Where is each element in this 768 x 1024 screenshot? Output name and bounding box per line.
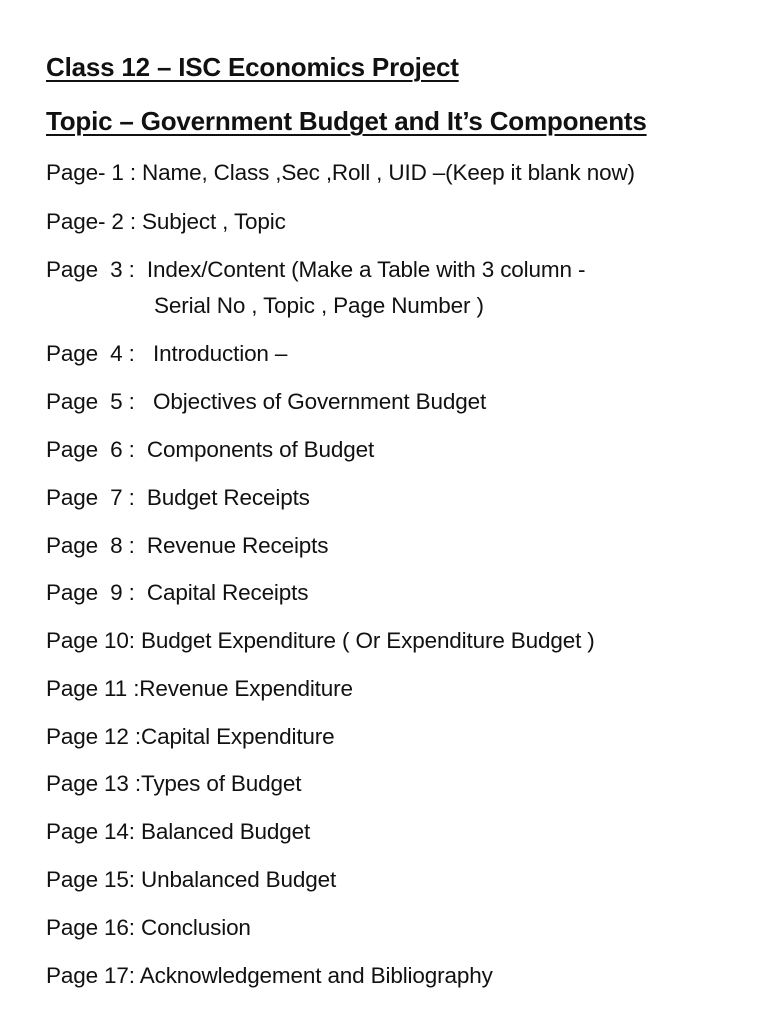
line-page-12: Page 12 :Capital Expenditure [46, 724, 335, 749]
line-page-1: Page- 1 : Name, Class ,Sec ,Roll , UID –(Keep it blank now) [46, 160, 635, 185]
line-page-16: Page 16: Conclusion [46, 915, 251, 940]
document-topic: Topic – Government Budget and It’s Components [46, 106, 647, 136]
line-page-4: Page 4 : Introduction – [46, 341, 288, 366]
line-page-17: Page 17: Acknowledgement and Bibliography [46, 963, 493, 988]
line-page-6: Page 6 : Components of Budget [46, 437, 375, 462]
line-page-11: Page 11 :Revenue Expenditure [46, 676, 353, 701]
line-page-13: Page 13 :Types of Budget [46, 771, 302, 796]
line-page-10: Page 10: Budget Expenditure ( Or Expenditure Budget ) [46, 628, 595, 653]
document-title: Class 12 – ISC Economics Project [46, 52, 459, 82]
line-page-3: Page 3 : Index/Content (Make a Table with 3 column - [46, 257, 586, 282]
line-page-9: Page 9 : Capital Receipts [46, 580, 309, 605]
line-page-2: Page- 2 : Subject , Topic [46, 209, 286, 234]
line-page-15: Page 15: Unbalanced Budget [46, 867, 337, 892]
line-page-7: Page 7 : Budget Receipts [46, 485, 310, 510]
line-page-8: Page 8 : Revenue Receipts [46, 533, 329, 558]
line-page-14: Page 14: Balanced Budget [46, 819, 311, 844]
line-page-5: Page 5 : Objectives of Government Budget [46, 389, 487, 414]
line-page-3-continuation: Serial No , Topic , Page Number ) [154, 293, 484, 318]
